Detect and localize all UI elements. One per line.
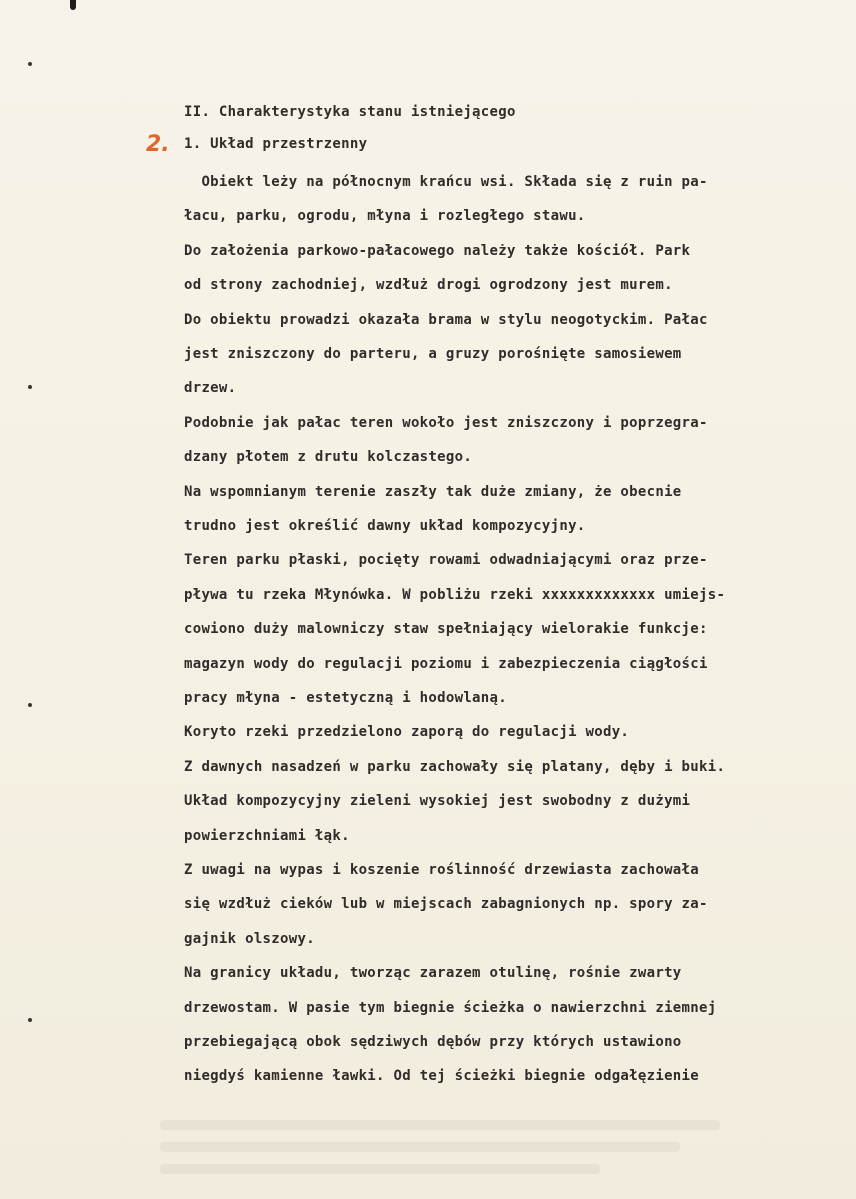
text-line: jest zniszczony do parteru, a gruzy porośnięte samosiewem — [184, 346, 682, 362]
text-line: przebiegającą obok sędziwych dębów przy których ustawiono — [184, 1034, 682, 1050]
text-line: Do obiektu prowadzi okazała brama w stylu neogotyckim. Pałac — [184, 312, 708, 328]
margin-dot — [28, 1018, 32, 1022]
text-line: drzew. — [184, 380, 237, 396]
text-line: Układ kompozycyjny zieleni wysokiej jest swobodny z dużymi — [184, 793, 691, 809]
section-heading: II. Charakterystyka stanu istniejącego — [184, 104, 516, 120]
text-line: łacu, parku, ogrodu, młyna i rozległego stawu. — [184, 208, 586, 224]
text-line: pracy młyna - estetyczną i hodowlaną. — [184, 690, 507, 706]
text-line: pływa tu rzeka Młynówka. W pobliżu rzeki xxxxxxxxxxxxx umiejs- — [184, 587, 726, 603]
text-line: magazyn wody do regulacji poziomu i zabezpieczenia ciągłości — [184, 656, 708, 672]
text-line: Z dawnych nasadzeń w parku zachowały się platany, dęby i buki. — [184, 759, 726, 775]
text-line: od strony zachodniej, wzdłuż drogi ogrodzony jest murem. — [184, 277, 673, 293]
text-line: niegdyś kamienne ławki. Od tej ścieżki biegnie odgałęzienie — [184, 1068, 699, 1084]
text-line: Z uwagi na wypas i koszenie roślinność drzewiasta zachowała — [184, 862, 699, 878]
margin-dot — [28, 703, 32, 707]
text-line: Podobnie jak pałac teren wokoło jest zniszczony i poprzegra- — [184, 415, 708, 431]
margin-dot — [28, 62, 32, 66]
text-line: cowiono duży malowniczy staw spełniający wielorakie funkcje: — [184, 621, 708, 637]
margin-dot — [28, 385, 32, 389]
handwritten-number: 2. — [146, 132, 170, 157]
text-line: gajnik olszowy. — [184, 931, 315, 947]
text-line: trudno jest określić dawny układ kompozycyjny. — [184, 518, 586, 534]
text-line: Koryto rzeki przedzielono zaporą do regulacji wody. — [184, 724, 630, 740]
show-through-text — [160, 1164, 600, 1174]
subheading: 1. Układ przestrzenny — [184, 136, 368, 152]
text-line: Na wspomnianym terenie zaszły tak duże zmiany, że obecnie — [184, 484, 682, 500]
text-line: się wzdłuż cieków lub w miejscach zabagnionych np. spory za- — [184, 896, 708, 912]
text-line: Do założenia parkowo-pałacowego należy także kościół. Park — [184, 243, 691, 259]
text-line: Na granicy układu, tworząc zarazem otulinę, rośnie zwarty — [184, 965, 682, 981]
text-line: Teren parku płaski, pocięty rowami odwadniającymi oraz prze- — [184, 552, 708, 568]
text-line: Obiekt leży na północnym krańcu wsi. Składa się z ruin pa- — [184, 174, 708, 190]
punch-mark — [70, 0, 76, 10]
text-line: powierzchniami łąk. — [184, 828, 350, 844]
text-line: drzewostam. W pasie tym biegnie ścieżka o nawierzchni ziemnej — [184, 1000, 717, 1016]
text-line: dzany płotem z drutu kolczastego. — [184, 449, 473, 465]
show-through-text — [160, 1142, 680, 1152]
show-through-text — [160, 1120, 720, 1130]
